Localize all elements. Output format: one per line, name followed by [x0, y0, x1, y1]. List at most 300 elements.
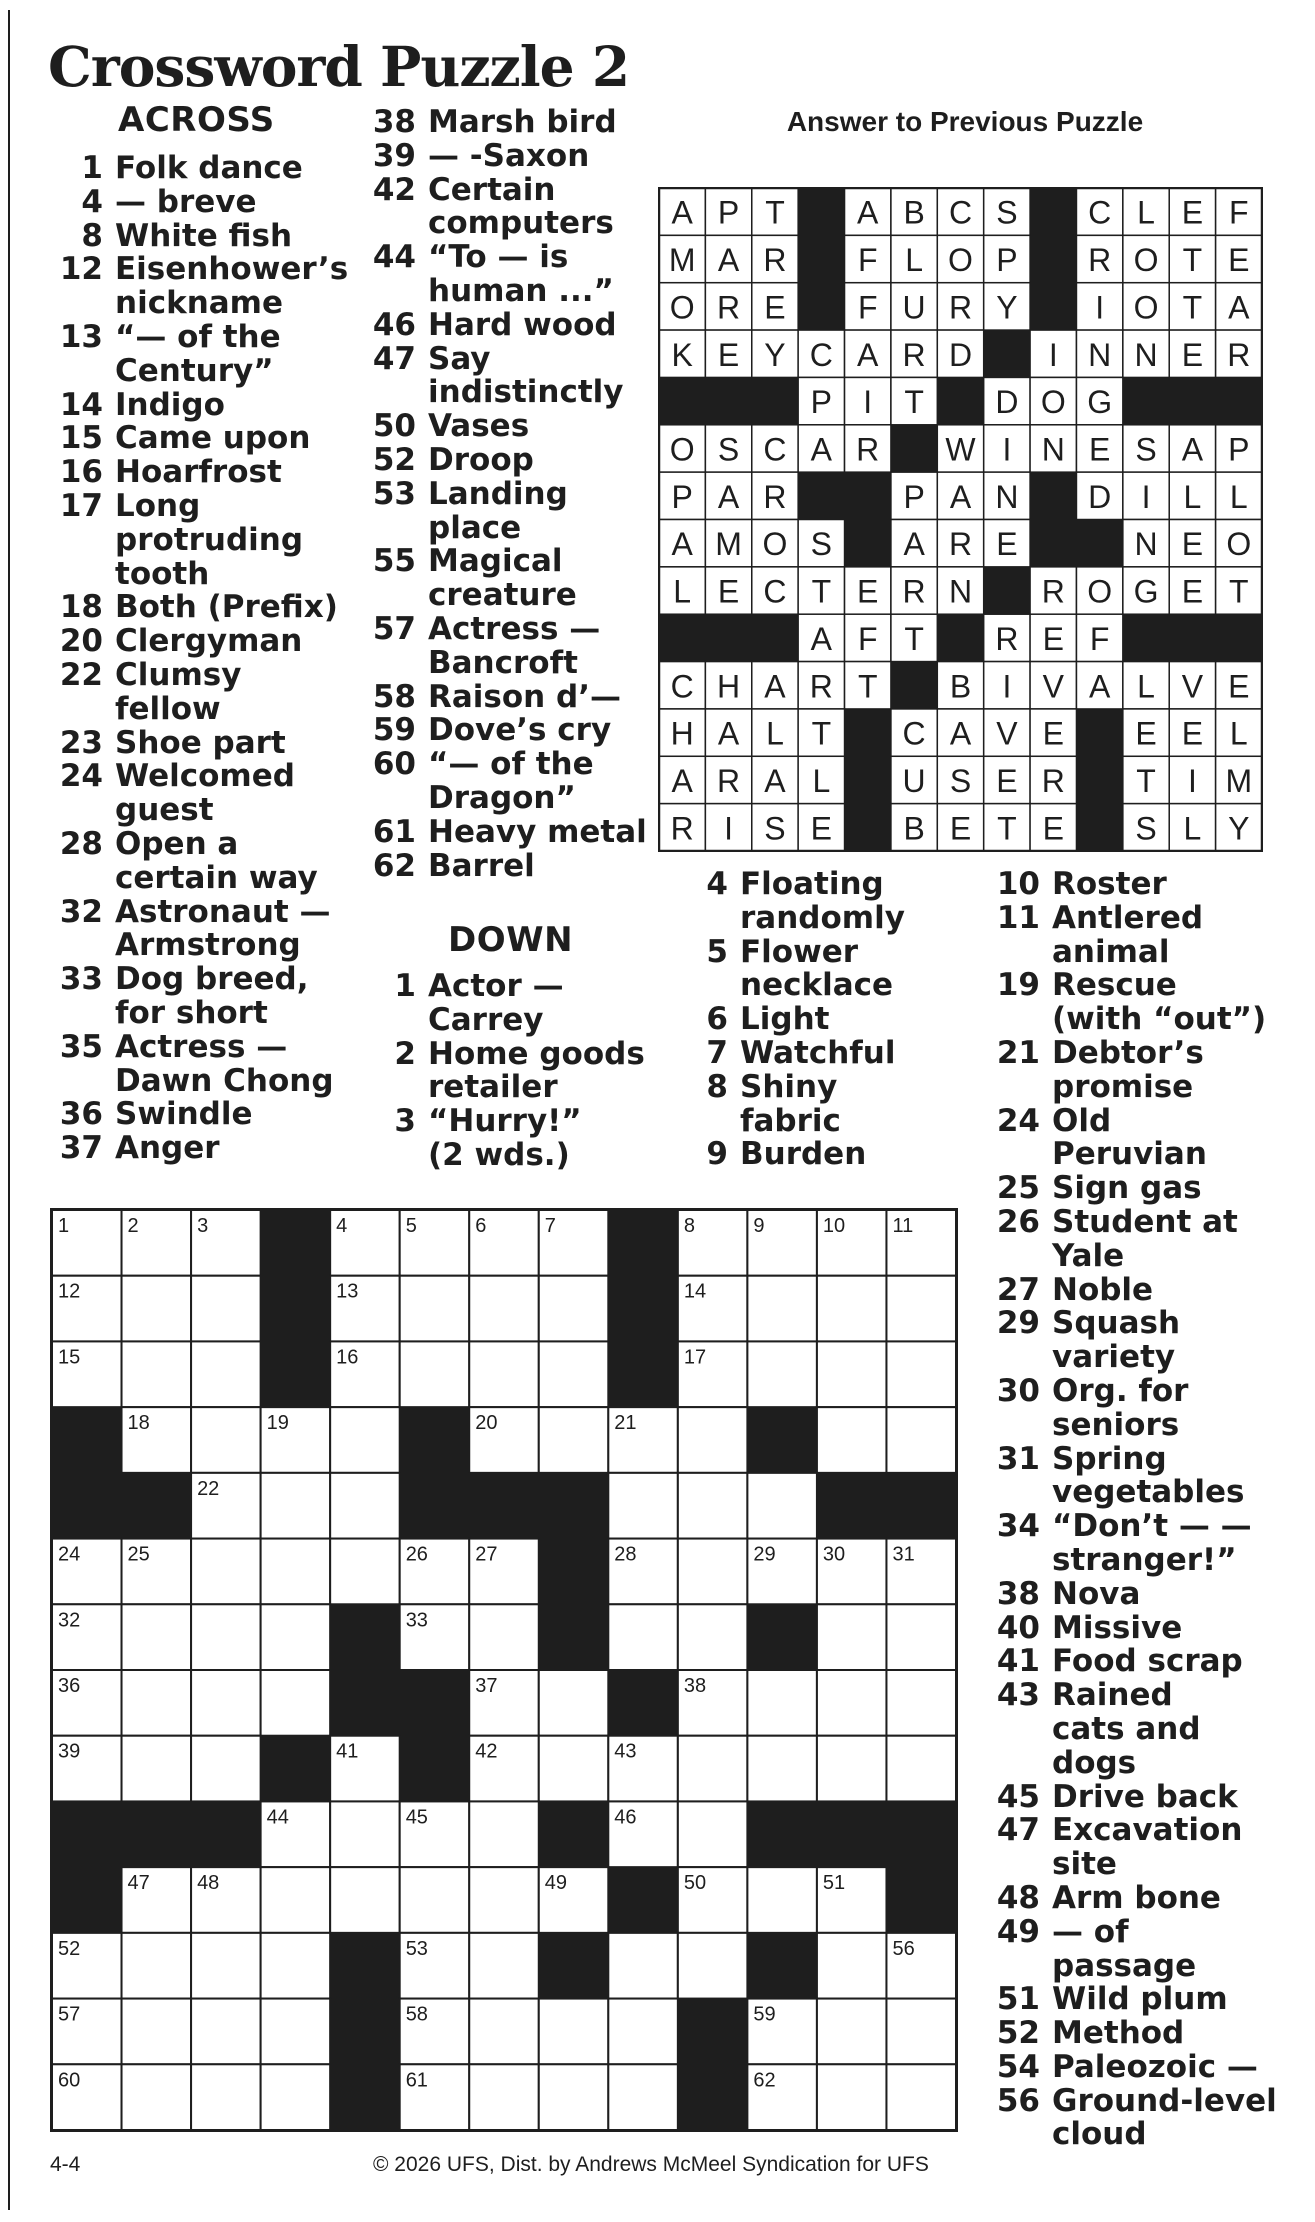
clue-text: Drive back — [1052, 1778, 1238, 1815]
grid-cell[interactable] — [817, 1276, 887, 1342]
grid-cell[interactable] — [678, 1736, 748, 1802]
answer-letter: R — [717, 289, 741, 326]
down-clue-49 — [996, 1913, 1277, 1984]
answer-black-square — [1076, 804, 1123, 852]
answer-letter: E — [1042, 715, 1064, 752]
across-clue-50 — [372, 408, 647, 445]
across-clue-15 — [59, 420, 348, 457]
across-clue-18 — [59, 589, 348, 626]
answer-letter: T — [1136, 762, 1156, 799]
clue-text: Droop — [428, 441, 534, 478]
answer-letter: E — [996, 526, 1018, 563]
black-square — [539, 1933, 609, 1999]
clue-text: Raison d’— — [428, 678, 621, 715]
clue-text: — breve — [115, 183, 257, 220]
grid-cell[interactable] — [747, 1736, 817, 1802]
down-clue-40 — [996, 1609, 1277, 1646]
clue-text: cats and — [1052, 1710, 1201, 1747]
across-clue-57 — [372, 610, 647, 681]
grid-cell[interactable] — [886, 1670, 956, 1736]
cell-number: 9 — [753, 1215, 765, 1237]
grid-cell[interactable] — [817, 1604, 887, 1670]
answer-letter: A — [810, 431, 833, 468]
across-clue-24 — [59, 758, 348, 829]
answer-letter: I — [724, 810, 734, 847]
grid-cell[interactable] — [122, 1736, 192, 1802]
grid-cell[interactable] — [886, 1407, 956, 1473]
black-square — [747, 1604, 817, 1670]
answer-letter: R — [902, 573, 926, 610]
across-clue-62 — [372, 847, 647, 884]
clue-text: Home goods — [428, 1035, 645, 1072]
grid-cell[interactable] — [678, 1473, 748, 1539]
clue-number: 3 — [394, 1103, 416, 1140]
clue-number: 4 — [706, 866, 728, 902]
answer-letter: R — [902, 336, 926, 373]
answer-letter: C — [1088, 194, 1112, 231]
grid-cell[interactable] — [608, 1473, 678, 1539]
down-clue-51 — [996, 1981, 1277, 2018]
grid-cell[interactable] — [330, 1539, 400, 1605]
grid-cell[interactable] — [539, 1670, 609, 1736]
answer-letter: N — [1088, 336, 1112, 373]
cell-number: 16 — [336, 1346, 359, 1369]
down-clue-30 — [996, 1372, 1277, 1443]
grid-cell[interactable] — [539, 1341, 609, 1407]
grid-cell[interactable] — [608, 1604, 678, 1670]
grid-cell[interactable] — [817, 2064, 887, 2130]
cell-number: 8 — [683, 1215, 695, 1237]
cell-number: 29 — [753, 1543, 776, 1566]
answer-letter: O — [948, 242, 973, 279]
clue-text: Anger — [115, 1130, 220, 1167]
grid-cell[interactable] — [539, 1999, 609, 2065]
clue-number: 52 — [372, 441, 416, 478]
clue-text: Landing — [428, 475, 568, 512]
grid-cell[interactable] — [191, 1341, 261, 1407]
clue-text: — -Saxon — [428, 137, 590, 174]
grid-cell[interactable] — [539, 2064, 609, 2130]
across-clue-16 — [59, 454, 348, 491]
across-clue-20 — [59, 623, 348, 660]
clue-text: Flower — [740, 933, 859, 970]
grid-cell[interactable] — [400, 1867, 470, 1933]
grid-cell[interactable] — [678, 1801, 748, 1867]
grid-cell[interactable] — [817, 1736, 887, 1802]
cell-number: 13 — [336, 1280, 359, 1303]
grid-cell[interactable] — [261, 1933, 331, 1999]
cell-number: 5 — [405, 1215, 417, 1237]
clue-number: 58 — [372, 678, 416, 715]
down-clue-34 — [996, 1508, 1277, 1578]
across-clue-52 — [372, 441, 647, 478]
clue-text: Burden — [740, 1136, 867, 1173]
cell-number: 17 — [683, 1346, 707, 1369]
clue-text: vegetables — [1052, 1474, 1245, 1511]
grid-cell[interactable] — [608, 2064, 678, 2130]
clue-number: 8 — [81, 217, 103, 254]
grid-cell[interactable] — [678, 1539, 748, 1605]
grid-cell[interactable] — [261, 1670, 331, 1736]
cell-number: 46 — [614, 1806, 637, 1829]
answer-letter: D — [1088, 478, 1112, 515]
clue-number: 14 — [59, 386, 103, 423]
grid-cell[interactable] — [261, 1539, 331, 1605]
cell-number: 31 — [892, 1543, 915, 1566]
answer-letter: T — [857, 668, 878, 705]
clue-text: fellow — [115, 690, 221, 727]
clue-text: Indigo — [115, 386, 225, 423]
answer-letter: B — [903, 810, 925, 847]
grid-cell[interactable] — [122, 1999, 192, 2065]
grid-cell[interactable] — [261, 2064, 331, 2130]
answer-letter: O — [669, 431, 695, 468]
grid-cell[interactable] — [469, 1867, 539, 1933]
answer-letter: G — [1087, 384, 1113, 421]
clue-number: 43 — [996, 1677, 1040, 1714]
answer-letter: L — [1137, 668, 1155, 705]
answer-black-square — [937, 614, 984, 662]
grid-cell[interactable] — [191, 1736, 261, 1802]
clue-text: Folk dance — [115, 150, 303, 186]
answer-black-square — [1030, 472, 1077, 520]
grid-cell[interactable] — [330, 1867, 400, 1933]
grid-cell[interactable] — [122, 1670, 192, 1736]
answer-letter: R — [809, 668, 833, 705]
grid-cell[interactable] — [678, 1933, 748, 1999]
grid-cell[interactable] — [191, 1933, 261, 1999]
clue-text: Noble — [1052, 1271, 1154, 1308]
clue-text: Welcomed — [115, 758, 295, 795]
clue-text: Dog breed, — [115, 961, 309, 998]
answer-black-square — [798, 235, 845, 283]
grid-cell[interactable] — [817, 1407, 887, 1473]
grid-cell[interactable] — [469, 1604, 539, 1670]
clue-number: 47 — [996, 1812, 1040, 1849]
black-square — [539, 1539, 609, 1605]
answer-letter: T — [1182, 289, 1203, 326]
grid-cell[interactable] — [191, 2064, 261, 2130]
black-square — [261, 1276, 331, 1342]
grid-cell[interactable] — [122, 1933, 192, 1999]
down-clue-7 — [706, 1034, 905, 1071]
grid-cell[interactable] — [191, 1407, 261, 1473]
answer-letter: L — [1229, 478, 1248, 515]
answer-black-square — [891, 425, 938, 473]
answer-letter: V — [996, 715, 1018, 752]
clue-text: stranger!” — [1052, 1541, 1237, 1578]
clue-text: Antlered — [1052, 899, 1204, 936]
across-clue-12 — [59, 251, 349, 322]
answer-letter: T — [1229, 573, 1249, 610]
grid-cell[interactable] — [122, 1604, 192, 1670]
grid-cell[interactable] — [469, 1276, 539, 1342]
clue-number: 30 — [996, 1372, 1040, 1409]
grid-cell[interactable] — [469, 1999, 539, 2065]
grid-cell[interactable] — [817, 1933, 887, 1999]
clue-text: White fish — [115, 217, 293, 254]
clue-number: 22 — [59, 656, 103, 693]
clue-text: protruding — [115, 521, 304, 558]
grid-cell[interactable] — [817, 1670, 887, 1736]
grid-cell[interactable] — [539, 1276, 609, 1342]
grid-cell[interactable] — [469, 1341, 539, 1407]
grid-cell[interactable] — [469, 2064, 539, 2130]
answer-letter: E — [1181, 194, 1204, 231]
across-clue-53 — [372, 475, 647, 546]
answer-black-square — [1169, 377, 1216, 425]
clue-text: Light — [740, 1001, 830, 1038]
answer-letter: R — [763, 242, 787, 279]
answer-letter: E — [1042, 810, 1064, 847]
black-square — [678, 1999, 748, 2065]
clue-text: “— of the — [115, 318, 281, 355]
cell-number: 42 — [475, 1740, 498, 1763]
answer-letter: A — [717, 478, 740, 515]
answer-letter: E — [996, 762, 1018, 799]
down-clue-11 — [996, 899, 1277, 970]
answer-letter: L — [812, 762, 831, 799]
cell-number: 12 — [58, 1280, 81, 1303]
answer-letter: A — [903, 526, 925, 563]
clue-text: Long — [115, 487, 201, 524]
clue-number: 47 — [372, 340, 416, 377]
grid-cell[interactable] — [539, 1407, 609, 1473]
black-square — [817, 1473, 887, 1539]
cell-number: 52 — [58, 1937, 81, 1960]
clue-number: 33 — [59, 961, 103, 998]
cell-number: 60 — [58, 2069, 81, 2092]
answer-letter: R — [717, 762, 741, 799]
black-square — [330, 1604, 400, 1670]
cell-number: 51 — [822, 1872, 846, 1895]
clue-number: 55 — [372, 543, 416, 580]
cell-number: 26 — [405, 1543, 428, 1566]
answer-black-square — [984, 330, 1031, 378]
answer-letter: E — [717, 573, 740, 610]
clue-number: 2 — [394, 1035, 416, 1072]
grid-cell[interactable] — [608, 1933, 678, 1999]
answer-letter: V — [1042, 668, 1064, 705]
cell-number: 49 — [544, 1872, 568, 1895]
clue-text: Old — [1052, 1102, 1112, 1139]
clue-text: retailer — [428, 1069, 558, 1106]
clue-number: 40 — [996, 1609, 1040, 1646]
answer-letter: L — [1183, 810, 1202, 847]
clue-text: Dragon” — [428, 779, 576, 816]
clue-text: Peruvian — [1052, 1136, 1207, 1173]
grid-cell[interactable] — [469, 1801, 539, 1867]
cell-number: 19 — [266, 1412, 289, 1435]
answer-black-square — [1076, 520, 1123, 568]
down-clue-56 — [996, 2082, 1277, 2153]
clue-text: seniors — [1052, 1406, 1180, 1443]
grid-cell[interactable] — [886, 1604, 956, 1670]
cell-number: 14 — [683, 1280, 707, 1303]
clue-number: 34 — [996, 1508, 1040, 1545]
grid-cell[interactable] — [261, 1867, 331, 1933]
grid-cell[interactable] — [817, 1341, 887, 1407]
clue-text: Say — [428, 340, 491, 377]
copyright-notice: © 2026 UFS, Dist. by Andrews McMeel Syndication for UFS — [373, 2153, 929, 2176]
across-clue-58 — [372, 678, 647, 715]
answer-letter: R — [763, 478, 787, 515]
grid-cell[interactable] — [330, 1473, 400, 1539]
answer-black-square — [845, 472, 892, 520]
clue-text: Ground-level — [1052, 2082, 1277, 2119]
down-clue-47 — [996, 1812, 1277, 1883]
grid-cell[interactable] — [191, 1539, 261, 1605]
grid-cell[interactable] — [886, 1276, 956, 1342]
clue-number: 28 — [59, 825, 103, 862]
clue-number: 52 — [996, 2015, 1040, 2052]
grid-cell[interactable] — [191, 1999, 261, 2065]
grid-cell[interactable] — [747, 1276, 817, 1342]
answer-black-square — [705, 377, 752, 425]
black-square — [261, 1341, 331, 1407]
grid-cell[interactable] — [747, 1867, 817, 1933]
across-clue-37 — [59, 1130, 348, 1167]
grid-cell[interactable] — [469, 1933, 539, 1999]
grid-cell[interactable] — [539, 1736, 609, 1802]
clue-text: Eisenhower’s — [115, 251, 349, 288]
answer-letter: T — [765, 194, 785, 231]
answer-letter: B — [949, 668, 972, 705]
down-clue-4 — [706, 866, 905, 936]
grid-cell[interactable] — [747, 1341, 817, 1407]
answer-letter: L — [1183, 478, 1202, 515]
black-square — [52, 1867, 122, 1933]
answer-black-square — [1030, 188, 1077, 236]
grid-cell[interactable] — [191, 1670, 261, 1736]
answer-black-square — [845, 804, 892, 852]
clue-number: 20 — [59, 623, 103, 660]
across-clue-4 — [81, 183, 348, 220]
answer-letter: A — [717, 715, 740, 752]
answer-black-square — [1030, 283, 1077, 331]
answer-letter: A — [1228, 289, 1250, 326]
down-clue-10 — [996, 866, 1277, 902]
cell-number: 27 — [475, 1543, 498, 1566]
clue-text: cloud — [1052, 2116, 1147, 2153]
grid-cell[interactable] — [400, 1276, 470, 1342]
black-square — [886, 1867, 956, 1933]
previous-answer-grid — [658, 187, 1263, 852]
clue-text: certain way — [115, 859, 318, 896]
answer-letter: R — [1041, 573, 1065, 610]
grid-cell[interactable] — [122, 2064, 192, 2130]
answer-letter: C — [763, 573, 787, 610]
grid-cell[interactable] — [747, 1670, 817, 1736]
answer-letter: S — [949, 762, 972, 799]
clue-text: creature — [428, 577, 577, 614]
answer-letter: D — [948, 336, 973, 373]
answer-black-square — [1076, 709, 1123, 757]
grid-cell[interactable] — [191, 1276, 261, 1342]
across-clue-8 — [81, 217, 348, 254]
answer-letter: A — [810, 620, 833, 657]
clue-number: 16 — [59, 454, 103, 491]
down-clue-38 — [996, 1575, 1277, 1612]
across-clue-61 — [372, 813, 647, 850]
grid-cell[interactable] — [261, 1473, 331, 1539]
clue-number: 8 — [706, 1068, 728, 1105]
clue-number: 62 — [372, 847, 416, 884]
grid-cell[interactable] — [678, 1604, 748, 1670]
answer-letter: F — [857, 289, 878, 326]
answer-letter: I — [1187, 762, 1197, 799]
answer-letter: P — [996, 242, 1018, 279]
grid-cell[interactable] — [678, 1407, 748, 1473]
cell-number: 62 — [753, 2069, 776, 2092]
grid-cell[interactable] — [817, 1999, 887, 2065]
answer-letter: S — [1135, 810, 1157, 847]
cell-number: 56 — [892, 1937, 915, 1960]
grid-cell[interactable] — [886, 1736, 956, 1802]
grid-cell[interactable] — [330, 1407, 400, 1473]
grid-cell[interactable] — [608, 1999, 678, 2065]
black-square — [400, 1407, 470, 1473]
answer-letter: G — [1133, 573, 1159, 610]
clue-number: 61 — [372, 813, 416, 850]
grid-cell[interactable] — [747, 1473, 817, 1539]
cell-number: 25 — [127, 1543, 150, 1566]
answer-black-square — [1123, 614, 1170, 662]
clue-text: Marsh bird — [428, 104, 617, 140]
down-clue-45 — [996, 1778, 1277, 1815]
clue-text: Hard wood — [428, 306, 617, 343]
answer-letter: L — [905, 242, 924, 279]
grid-cell[interactable] — [191, 1604, 261, 1670]
clue-number: 45 — [996, 1778, 1040, 1815]
answer-letter: S — [1135, 431, 1157, 468]
grid-cell[interactable] — [886, 1341, 956, 1407]
clue-text: Carrey — [428, 1001, 544, 1038]
answer-letter: S — [810, 526, 833, 563]
clue-number: 53 — [372, 475, 416, 512]
across-clue-1 — [81, 150, 348, 186]
grid-cell[interactable] — [400, 1341, 470, 1407]
grid-cell[interactable] — [330, 1801, 400, 1867]
down-clue-43 — [996, 1677, 1277, 1781]
down-clue-21 — [996, 1034, 1277, 1105]
grid-cell[interactable] — [261, 1604, 331, 1670]
black-square — [330, 1933, 400, 1999]
grid-cell[interactable] — [122, 1276, 192, 1342]
clue-text: variety — [1052, 1339, 1176, 1376]
clue-text: passage — [1052, 1947, 1197, 1984]
clue-text: Wild plum — [1052, 1981, 1228, 2018]
grid-cell[interactable] — [122, 1341, 192, 1407]
grid-cell[interactable] — [886, 2064, 956, 2130]
clue-number: 57 — [372, 610, 416, 647]
clue-text: Roster — [1052, 866, 1167, 902]
cell-number: 58 — [405, 2003, 428, 2026]
answer-letter: B — [903, 194, 925, 231]
grid-cell[interactable] — [886, 1999, 956, 2065]
down-clue-8 — [706, 1068, 905, 1139]
grid-cell[interactable] — [261, 1999, 331, 2065]
across-clue-47 — [372, 340, 647, 411]
answer-letter: A — [949, 715, 972, 752]
answer-letter: O — [1040, 384, 1066, 421]
clue-text: (with “out”) — [1052, 1001, 1267, 1038]
black-square — [608, 1670, 678, 1736]
clue-text: animal — [1052, 933, 1170, 970]
clue-text: “Don’t — — — [1052, 1508, 1252, 1545]
answer-black-square — [798, 472, 845, 520]
down-clue-27 — [996, 1271, 1277, 1308]
